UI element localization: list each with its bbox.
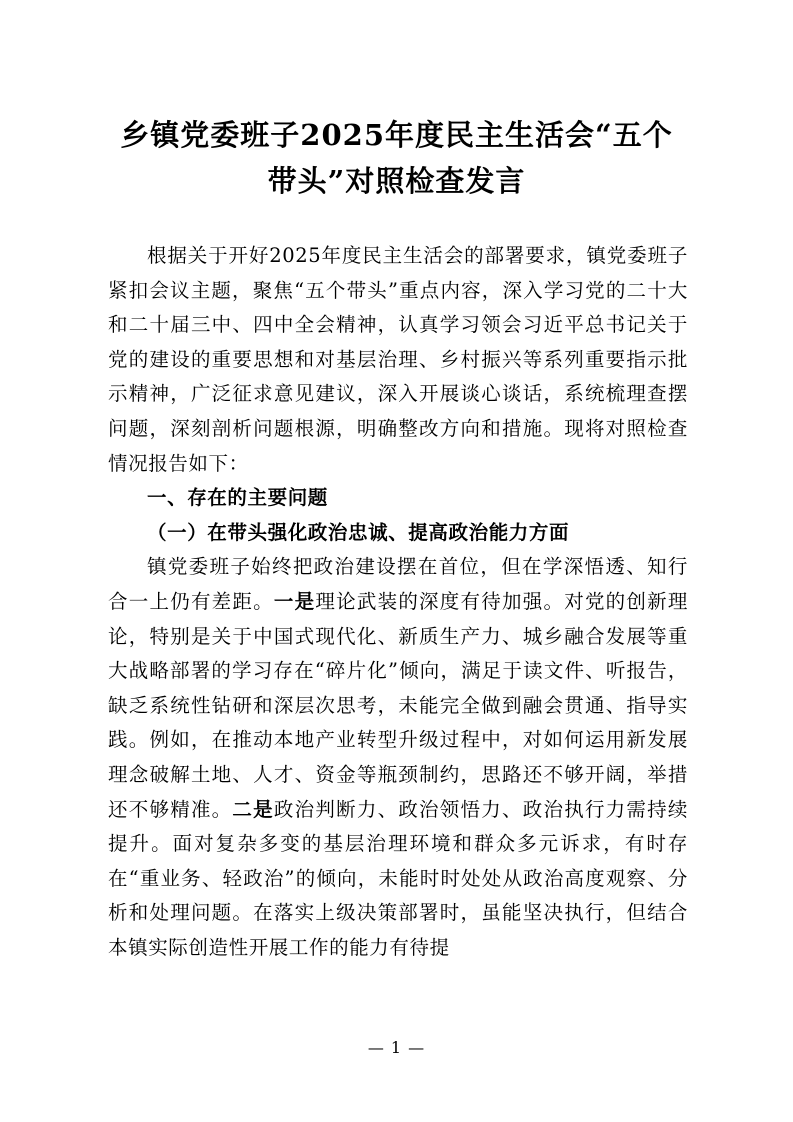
subsection-heading: （一）在带头强化政治忠诚、提高政治能力方面: [147, 520, 570, 544]
para-bold-1: 一是: [273, 589, 316, 613]
body-paragraph: [108, 550, 688, 965]
section-heading: 一、存在的主要问题: [147, 486, 328, 510]
title-line-1: 乡镇党委班子2025年度民主生活会“五个: [120, 118, 673, 152]
document-body: [108, 239, 688, 965]
para-text-2: 理论武装的深度有待加强。对党的创新理论，特别是关于中国式现代化、新质生产力、城乡融合发展等重大战略部署的学习存在“碎片化”倾向，满足于读文件、听报告，缺乏系统性钻研和深层次思考，未能完全做到融会贯通、指导实践。例如，在推动本地产业转型升级过程中，对如何运用新发展理念破解土地、人才、资金等瓶颈制约，思路还不够开阔，举措还不够精准。: [108, 589, 688, 821]
title-line-2: 带头”对照检查发言: [267, 164, 526, 198]
para-text-1: 镇党委班子始终把政治建设摆在首位，但在学深悟透、知行合一上仍有差距。: [108, 555, 688, 613]
para-bold-2: 二是: [232, 797, 274, 821]
intro-paragraph: 根据关于开好2025年度民主生活会的部署要求，镇党委班子紧扣会议主题，聚焦“五个带头”重点内容，深入学习党的二十大和二十届三中、四中全会精神，认真学习领会习近平总书记关于党的建设的重要思想和对基层治理、乡村振兴等系列重要指示批示精神，广泛征求意见建议，深入开展谈心谈话，系统梳理查摆问题，深刻剖析问题根源，明确整改方向和措施。现将对照检查情况报告如下：: [108, 244, 688, 475]
page-number: — 1 —: [367, 1038, 426, 1057]
document-title: [100, 112, 693, 204]
para-text-3: 政治判断力、政治领悟力、政治执行力需持续提升。面对复杂多变的基层治理环境和群众多元诉求，有时存在“重业务、轻政治”的倾向，未能时时处处从政治高度观察、分析和处理问题。在落实上级决策部署时，虽能坚决执行，但结合本镇实际创造性开展工作的能力有待提: [108, 797, 688, 959]
